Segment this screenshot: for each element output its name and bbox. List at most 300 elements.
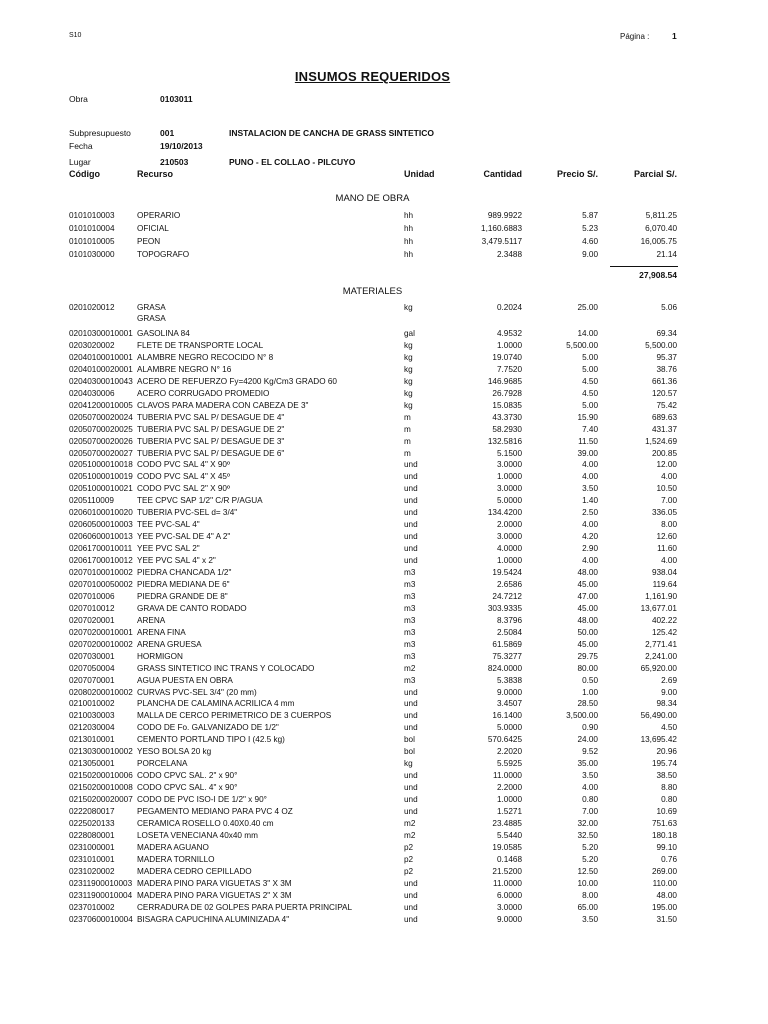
row-price: 5.00 (582, 400, 598, 410)
row-resource: MADERA CEDRO CEPILLADO (137, 866, 252, 876)
row-code: 0222080017 (69, 807, 115, 816)
table-row (0, 903, 768, 914)
row-quantity: 570.6425 (487, 735, 522, 745)
row-quantity: 75.3277 (492, 651, 522, 661)
row-unit: kg (404, 303, 413, 312)
row-resource: PLANCHA DE CALAMINA ACRILICA 4 mm (137, 699, 295, 709)
row-unit: hh (404, 236, 414, 246)
row-price: 45.00 (577, 579, 598, 589)
subtotal-divider (610, 266, 678, 267)
table-row (0, 723, 768, 734)
row-unit: m3 (404, 651, 416, 661)
row-partial: 9.00 (661, 687, 677, 697)
row-price: 32.00 (577, 818, 598, 828)
row-quantity: 11.0000 (493, 771, 522, 781)
row-resource: GASOLINA 84 (137, 329, 190, 338)
row-unit: m3 (404, 591, 416, 601)
row-quantity: 24.7212 (492, 591, 522, 601)
row-unit: kg (404, 388, 413, 398)
row-partial: 269.00 (651, 866, 677, 876)
row-price: 50.00 (577, 627, 598, 637)
page-number: 1 (672, 31, 677, 41)
row-code: 0101030000 (69, 249, 115, 259)
row-code: 0213050001 (69, 759, 115, 769)
row-quantity: 1.0000 (496, 556, 522, 566)
column-header-price: Precio S/. (556, 169, 598, 179)
row-quantity: 3.4507 (496, 699, 522, 709)
row-code: 0231010001 (69, 854, 115, 864)
row-quantity: 58.2930 (492, 424, 522, 434)
table-row (0, 783, 768, 794)
row-unit: m (404, 412, 411, 422)
row-code: 0207070001 (69, 675, 115, 685)
row-code: 02060100010020 (69, 508, 133, 518)
row-partial: 38.76 (656, 364, 677, 374)
row-price: 80.00 (577, 663, 598, 673)
row-resource: YEE PVC-SAL DE 4" A 2" (137, 532, 231, 542)
row-unit: hh (404, 249, 414, 259)
row-code: 02050700020026 (69, 436, 133, 446)
row-code: 02311900010004 (69, 890, 133, 900)
row-resource: TUBERIA PVC-SEL d= 3/4" (137, 508, 238, 518)
row-quantity: 4.0000 (496, 544, 522, 554)
row-price: 4.00 (582, 472, 598, 482)
row-partial: 8.00 (661, 520, 677, 530)
table-row (0, 855, 768, 866)
row-quantity: 303.9335 (487, 603, 522, 613)
row-resource: PEON (137, 236, 161, 246)
row-price: 12.50 (577, 866, 598, 876)
row-price: 15.90 (577, 412, 598, 422)
row-price: 4.00 (582, 460, 598, 470)
row-unit: m3 (404, 615, 416, 625)
subpresupuesto-value: 001 (160, 128, 175, 138)
row-resource: CLAVOS PARA MADERA CON CABEZA DE 3" (137, 400, 309, 410)
row-resource: CEMENTO PORTLAND TIPO I (42.5 kg) (137, 735, 285, 745)
table-row (0, 843, 768, 854)
row-resource: CERRADURA DE 02 GOLPES PARA PUERTA PRINCIPAL (137, 902, 353, 912)
row-partial: 195.00 (651, 902, 677, 912)
section-title-mano-de-obra: MANO DE OBRA (335, 193, 410, 204)
table-row (0, 544, 768, 555)
row-resource: PORCELANA (137, 759, 188, 769)
row-unit: und (404, 508, 418, 518)
row-price: 47.00 (577, 591, 598, 601)
row-price: 5.20 (582, 854, 598, 864)
row-unit: und (404, 771, 418, 781)
row-resource: YEE PVC SAL 4" x 2" (137, 556, 216, 566)
row-unit: und (404, 484, 418, 494)
row-code: 02070200010002 (69, 639, 133, 649)
document-title: INSUMOS REQUERIDOS (294, 69, 451, 84)
row-unit: und (404, 878, 418, 888)
row-partial: 1,524.69 (645, 436, 677, 446)
row-partial: 12.00 (656, 460, 677, 470)
row-resource: ALAMBRE NEGRO RECOCIDO N° 8 (137, 352, 274, 362)
row-code: 0228080001 (69, 830, 115, 840)
row-quantity: 9.0000 (496, 687, 522, 697)
row-price: 35.00 (577, 759, 598, 769)
row-unit: m3 (404, 639, 416, 649)
row-resource: CODO DE PVC ISO-I DE 1/2" x 90° (137, 795, 267, 805)
row-resource: CODO DE Fo. GALVANIZADO DE 1/2" (137, 723, 279, 733)
row-partial: 11.60 (657, 544, 677, 554)
row-unit: bol (404, 735, 415, 745)
row-partial: 21.14 (656, 249, 677, 259)
row-code: 02311900010003 (69, 878, 133, 888)
row-quantity: 2.6586 (496, 579, 522, 589)
table-row (0, 759, 768, 770)
column-header-code: Código (69, 169, 100, 179)
row-partial: 120.57 (651, 388, 677, 398)
row-price: 10.00 (577, 878, 598, 888)
row-code: 0213010001 (69, 735, 115, 745)
row-quantity: 2.3488 (496, 249, 522, 259)
row-resource: CERAMICA ROSELLO 0.40X0.40 cm (137, 818, 274, 828)
row-code: 02040100020001 (69, 364, 133, 374)
row-code: 02040300010043 (69, 376, 133, 386)
row-quantity: 1,160.6883 (481, 223, 522, 233)
row-code: 0101010004 (69, 223, 115, 233)
row-price: 9.52 (582, 747, 598, 757)
row-partial: 938.04 (651, 568, 677, 577)
row-partial: 336.05 (651, 508, 677, 518)
row-price: 4.20 (582, 532, 598, 542)
row-resource: TUBERIA PVC SAL P/ DESAGUE DE 2" (137, 424, 285, 434)
row-partial: 195.74 (651, 759, 677, 769)
row-partial: 661.36 (651, 376, 677, 386)
table-row (0, 735, 768, 746)
row-unit: und (404, 687, 418, 697)
table-row (0, 867, 768, 878)
table-row (0, 224, 768, 235)
row-quantity: 19.0585 (492, 842, 522, 852)
column-header-quantity: Cantidad (483, 169, 522, 179)
row-quantity: 16.1400 (492, 711, 522, 721)
row-code: 02070100010002 (69, 568, 133, 577)
row-partial: 5,500.00 (645, 340, 677, 350)
report-code: S10 (69, 32, 82, 39)
row-resource: TUBERIA PVC SAL P/ DESAGUE DE 3" (137, 436, 285, 446)
row-code: 0201020012 (69, 303, 115, 312)
row-price: 48.00 (577, 615, 598, 625)
row-partial: 12.60 (656, 532, 677, 542)
row-quantity: 19.0740 (492, 352, 522, 362)
row-resource: CODO PVC SAL 4" X 45º (137, 472, 230, 482)
row-unit: gal (404, 329, 415, 338)
row-code: 02150200010006 (69, 771, 133, 781)
row-quantity: 3.0000 (496, 484, 522, 494)
row-price: 5,500.00 (566, 340, 598, 350)
row-price: 3.50 (582, 771, 598, 781)
row-partial: 2.69 (661, 675, 677, 685)
table-row (0, 664, 768, 675)
row-resource: TUBERIA PVC SAL P/ DESAGUE DE 4" (137, 412, 285, 422)
fecha-label: Fecha (69, 141, 93, 151)
row-unit: und (404, 460, 418, 470)
row-partial: 1,161.90 (645, 591, 677, 601)
row-resource: LOSETA VENECIANA 40x40 mm (137, 830, 258, 840)
row-unit: m2 (404, 663, 416, 673)
row-quantity: 21.5200 (492, 866, 522, 876)
row-resource: TEE PVC-SAL 4" (137, 520, 200, 530)
row-quantity: 26.7928 (492, 388, 522, 398)
row-unit: und (404, 544, 418, 554)
row-price: 24.00 (577, 735, 598, 745)
row-unit: und (404, 914, 418, 924)
table-row (0, 604, 768, 615)
row-code: 02370600010004 (69, 914, 133, 924)
row-resource: CODO PVC SAL 4" X 90º (137, 460, 230, 470)
row-unit: m3 (404, 579, 416, 589)
row-price: 14.00 (577, 329, 598, 338)
row-code: 02050700020025 (69, 424, 133, 434)
table-row (0, 891, 768, 902)
row-unit: m (404, 448, 411, 458)
table-row (0, 592, 768, 603)
row-quantity: 5.1500 (496, 448, 522, 458)
row-unit: kg (404, 376, 413, 386)
row-unit: kg (404, 364, 413, 374)
row-code: 02070100050002 (69, 579, 133, 589)
row-resource: GRASA (137, 303, 166, 312)
row-partial: 689.63 (651, 412, 677, 422)
row-unit: p2 (404, 842, 414, 852)
row-code: 02041200010005 (69, 400, 133, 410)
row-price: 25.00 (577, 303, 598, 312)
row-quantity: 5.0000 (496, 723, 522, 733)
row-unit: m3 (404, 627, 416, 637)
row-code: 02150200020007 (69, 795, 133, 805)
row-price: 5.87 (582, 211, 598, 220)
row-resource: YESO BOLSA 20 kg (137, 747, 212, 757)
row-price: 4.50 (582, 388, 598, 398)
row-resource: MALLA DE CERCO PERIMETRICO DE 3 CUERPOS (137, 711, 332, 721)
row-unit: bol (404, 747, 415, 757)
row-partial: 38.50 (656, 771, 677, 781)
table-row (0, 250, 768, 261)
row-code: 02060600010013 (69, 532, 133, 542)
column-header-resource: Recurso (137, 169, 174, 179)
row-quantity: 5.5925 (496, 759, 522, 769)
row-price: 2.90 (582, 544, 598, 554)
row-unit: und (404, 532, 418, 542)
row-unit: p2 (404, 854, 414, 864)
row-resource: PEGAMENTO MEDIANO PARA PVC 4 OZ (137, 807, 293, 816)
row-price: 48.00 (577, 568, 598, 577)
row-partial: 10.69 (656, 807, 677, 816)
row-code: 02080200010002 (69, 687, 133, 697)
table-row (0, 237, 768, 248)
row-partial: 95.37 (656, 352, 677, 362)
row-partial: 56,490.00 (640, 711, 677, 721)
row-resource: FLETE DE TRANSPORTE LOCAL (137, 340, 264, 350)
table-row (0, 688, 768, 699)
row-resource: TOPOGRAFO (137, 249, 190, 259)
row-price: 7.00 (582, 807, 598, 816)
row-resource: PIEDRA GRANDE DE 8" (137, 591, 228, 601)
table-row (0, 915, 768, 926)
row-quantity: 5.5440 (496, 830, 522, 840)
row-resource: PIEDRA CHANCADA 1/2" (137, 568, 232, 577)
row-partial: 16,005.75 (640, 236, 677, 246)
row-quantity: 3.0000 (496, 902, 522, 912)
row-unit: kg (404, 340, 413, 350)
table-row (0, 484, 768, 495)
row-quantity: 5.0000 (496, 496, 522, 506)
row-quantity: 1.0000 (496, 472, 522, 482)
row-partial: 98.34 (656, 699, 677, 709)
row-resource: CODO CPVC SAL. 4" x 90° (137, 783, 238, 793)
row-resource: AGUA PUESTA EN OBRA (137, 675, 233, 685)
row-resource: OFICIAL (137, 223, 169, 233)
row-unit: und (404, 711, 418, 721)
row-quantity: 11.0000 (493, 878, 522, 888)
row-resource: GRAVA DE CANTO RODADO (137, 603, 247, 613)
row-code: 02130300010002 (69, 747, 133, 757)
row-quantity: 824.0000 (487, 663, 522, 673)
row-resource: HORMIGON (137, 651, 183, 661)
row-code: 0207010012 (69, 603, 115, 613)
row-resource: BISAGRA CAPUCHINA ALUMINIZADA 4" (137, 914, 290, 924)
column-header-partial: Parcial S/. (633, 169, 677, 179)
row-quantity: 0.2024 (496, 303, 522, 312)
table-row (0, 389, 768, 400)
row-resource: CODO PVC SAL 2" X 90º (137, 484, 230, 494)
row-code: 0231020002 (69, 866, 115, 876)
row-unit: und (404, 496, 418, 506)
column-header-unit: Unidad (404, 169, 435, 179)
table-row (0, 437, 768, 448)
obra-value: 0103011 (160, 94, 193, 104)
row-code: 02040100010001 (69, 352, 133, 362)
row-resource: YEE PVC SAL 2" (137, 544, 200, 554)
row-quantity: 989.9922 (487, 211, 522, 220)
row-price: 9.00 (582, 249, 598, 259)
row-quantity: 2.2020 (496, 747, 522, 757)
table-row (0, 413, 768, 424)
row-code: 02150200010008 (69, 783, 133, 793)
row-partial: 0.76 (661, 854, 677, 864)
table-row (0, 365, 768, 376)
row-partial: 20.96 (656, 747, 677, 757)
table-row (0, 699, 768, 710)
row-partial: 13,677.01 (640, 603, 677, 613)
row-price: 5.20 (582, 842, 598, 852)
row-code: 0207020001 (69, 615, 115, 625)
row-unit: und (404, 556, 418, 566)
table-row (0, 377, 768, 388)
row-unit: und (404, 699, 418, 709)
row-unit: m2 (404, 818, 416, 828)
row-price: 0.50 (582, 675, 598, 685)
table-row (0, 303, 768, 314)
row-code: 0225020133 (69, 818, 115, 828)
table-row (0, 676, 768, 687)
table-row (0, 496, 768, 507)
row-unit: und (404, 472, 418, 482)
obra-label: Obra (69, 94, 88, 104)
row-price: 0.90 (582, 723, 598, 733)
row-price: 5.00 (582, 352, 598, 362)
row-price: 32.50 (577, 830, 598, 840)
row-resource: OPERARIO (137, 211, 181, 220)
lugar-value: 210503 (160, 157, 189, 167)
row-code: 02061700010011 (69, 544, 133, 554)
row-partial: 0.80 (661, 795, 677, 805)
table-row (0, 449, 768, 460)
row-price: 45.00 (577, 639, 598, 649)
row-partial: 75.42 (656, 400, 677, 410)
row-code: 0204030006 (69, 388, 115, 398)
row-code: 0101010003 (69, 211, 115, 220)
row-partial: 65,920.00 (640, 663, 677, 673)
row-quantity: 3.0000 (496, 460, 522, 470)
row-unit: kg (404, 759, 413, 769)
table-row (0, 532, 768, 543)
table-row (0, 568, 768, 579)
row-code: 0205110009 (69, 496, 114, 506)
table-row (0, 616, 768, 627)
table-row (0, 771, 768, 782)
table-row (0, 472, 768, 483)
row-unit: und (404, 723, 418, 733)
row-resource: ARENA GRUESA (137, 639, 202, 649)
row-quantity: 61.5869 (492, 639, 522, 649)
row-price: 8.00 (582, 890, 598, 900)
subpresupuesto-label: Subpresupuesto (69, 128, 131, 138)
lugar-description: PUNO - EL COLLAO - PILCUYO (229, 157, 356, 167)
row-quantity: 1.0000 (496, 795, 522, 805)
row-resource: ALAMBRE NEGRO N° 16 (137, 364, 232, 374)
row-partial: 110.00 (652, 878, 677, 888)
row-price: 3,500.00 (566, 711, 598, 721)
row-code: 0101010005 (69, 236, 115, 246)
row-quantity: 6.0000 (496, 890, 522, 900)
row-resource: ACERO CORRUGADO PROMEDIO (137, 388, 270, 398)
row-quantity: 1.0000 (496, 340, 522, 350)
row-partial: 2,771.41 (645, 639, 677, 649)
row-quantity: 8.3796 (496, 615, 522, 625)
row-quantity: 0.1468 (496, 854, 522, 864)
row-resource-continuation: GRASA (137, 314, 166, 323)
section-title-materiales: MATERIALES (342, 286, 403, 297)
row-price: 5.00 (582, 364, 598, 374)
row-quantity: 23.4885 (492, 818, 522, 828)
row-quantity: 9.0000 (496, 914, 522, 924)
row-partial: 13,695.42 (640, 735, 677, 745)
row-code: 02060500010003 (69, 520, 133, 530)
row-unit: hh (404, 223, 414, 233)
row-unit: und (404, 890, 418, 900)
row-partial: 4.50 (661, 723, 677, 733)
row-quantity: 43.3730 (492, 412, 522, 422)
table-row (0, 831, 768, 842)
table-row (0, 819, 768, 830)
row-partial: 8.80 (661, 783, 677, 793)
table-row (0, 580, 768, 591)
row-resource: TUBERIA PVC SAL P/ DESAGUE DE 6" (137, 448, 285, 458)
row-partial: 6,070.40 (645, 223, 677, 233)
row-code: 02070200010001 (69, 627, 133, 637)
row-code: 0207050004 (69, 663, 115, 673)
table-row (0, 879, 768, 890)
row-code: 0207010006 (69, 591, 115, 601)
row-quantity: 132.5816 (487, 436, 522, 446)
row-unit: m3 (404, 568, 416, 577)
row-price: 11.50 (578, 436, 598, 446)
row-price: 1.00 (582, 687, 598, 697)
